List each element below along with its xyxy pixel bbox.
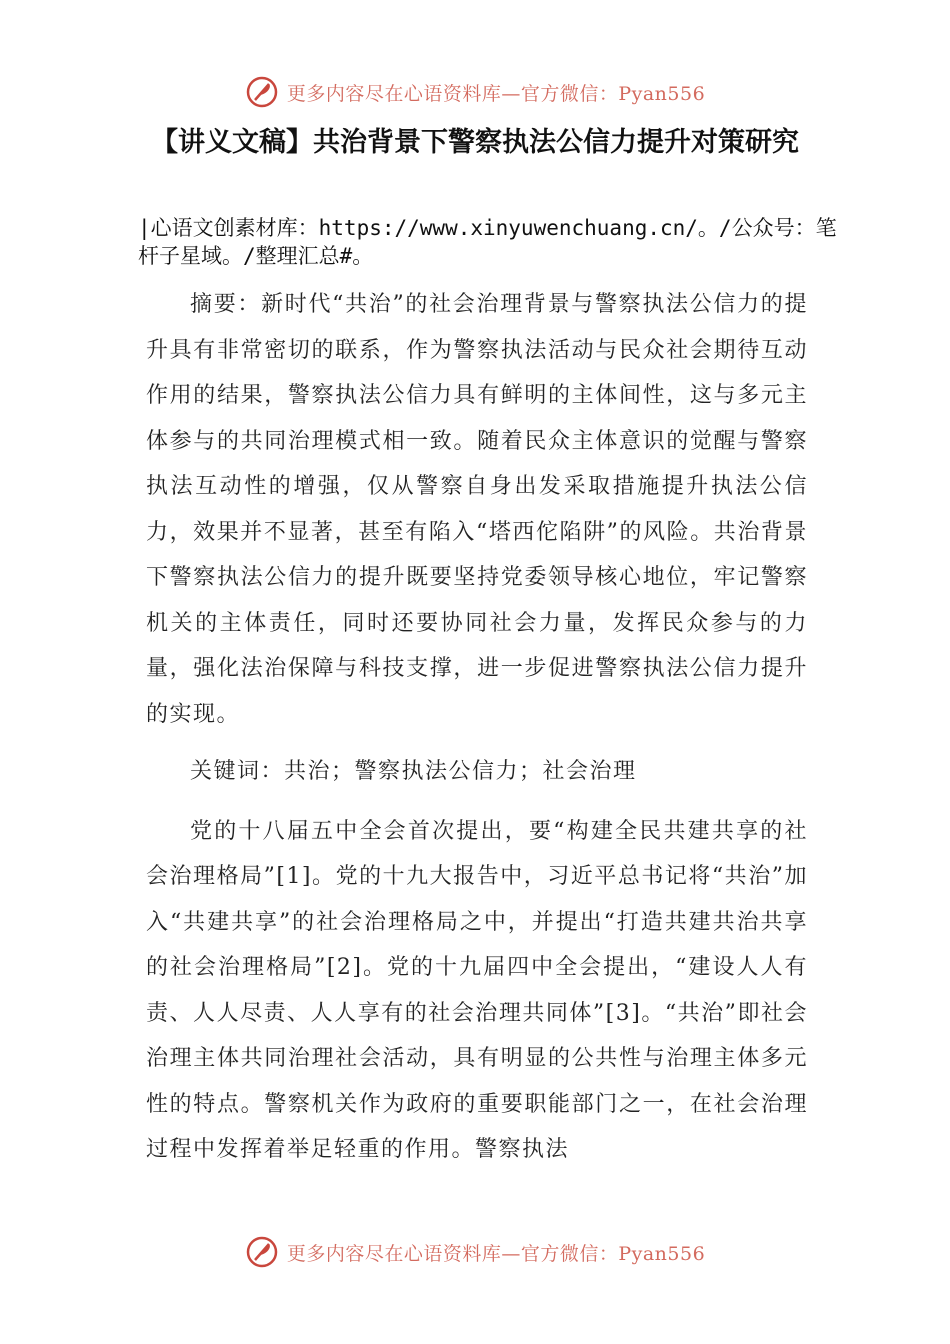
body-paragraph: 党的十八届五中全会首次提出，要“构建全民共建共享的社会治理格局”[1]。党的十九大报告中，习近平总书记将“共治”加入“共建共享”的社会治理格局之中，并提出“打造共建共治共享的社会治理格局”[2]。党的十九届四中全会提出，“建设人人有责、人人尽责、人人享有的社会治理共同体”[3]。“共治”即社会治理主体共同治理社会活动，具有明显的公共性与治理主体多元性的特点。警察机关作为政府的重要职能部门之一，在社会治理过程中发挥着举足轻重的作用。警察执法 xyxy=(146,818,808,1162)
document-title: 【讲义文稿】共治背景下警察执法公信力提升对策研究 xyxy=(151,127,799,158)
source-line: |心语文创素材库：https://www.xinyuwenchuang.cn/。/公众号：笔杆子星域。/整理汇总#。 xyxy=(138,216,837,268)
abstract-paragraph: 摘要：新时代“共治”的社会治理背景与警察执法公信力的提升具有非常密切的联系，作为警察执法活动与民众社会期待互动作用的结果，警察执法公信力具有鲜明的主体间性，这与多元主体参与的共同治理模式相一致。随着民众主体意识的觉醒与警察执法互动性的增强，仅从警察自身出发采取措施提升执法公信力，效果并不显著，甚至有陷入“塔西佗陷阱”的风险。共治背景下警察执法公信力的提升既要坚持党委领导核心地位，牢记警察机关的主体责任，同时还要协同社会力量，发挥民众参与的力量，强化法治保障与科技支撑，进一步促进警察执法公信力提升的实现。 xyxy=(146,292,808,727)
footer-banner xyxy=(0,1232,950,1272)
keywords-line: 关键词：共治；警察执法公信力；社会治理 xyxy=(190,759,637,784)
header-banner xyxy=(0,72,950,112)
quill-logo-icon xyxy=(245,75,279,109)
banner-text: 更多内容尽在心语资料库—官方微信：Pyan556 xyxy=(286,1242,706,1265)
banner-text: 更多内容尽在心语资料库—官方微信：Pyan556 xyxy=(286,82,706,105)
quill-logo-icon xyxy=(245,1235,279,1269)
document-body xyxy=(146,282,808,1173)
